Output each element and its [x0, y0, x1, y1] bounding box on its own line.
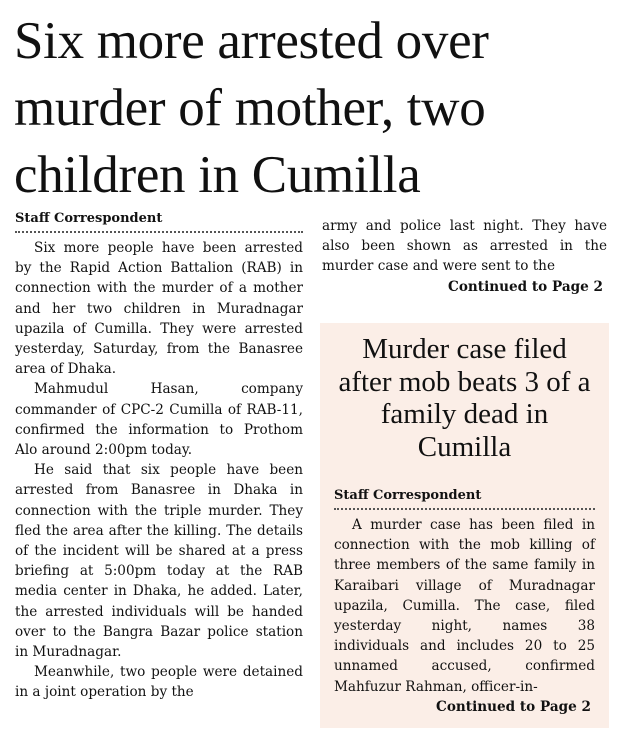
sidebar-continued-link[interactable]: Continued to Page 2: [436, 698, 591, 715]
sidebar-story-body: [334, 515, 595, 697]
main-byline: Staff Correspondent: [15, 210, 303, 233]
sidebar-byline: Staff Correspondent: [334, 487, 595, 510]
main-paragraph-2: Mahmudul Hasan, company commander of CPC-2 Cumilla of RAB-11, confirmed the information to Prothom Alo around 2:00pm today.: [15, 381, 303, 459]
main-story-body: [15, 238, 303, 703]
sidebar-paragraph: A murder case has been filed in connection with the mob killing of three members of the same family in Karaibari village of Muradnagar upazila, Cumilla. The case, filed yesterday night, names 38 individuals and includes 20 to 25 unnamed accused, confirmed Mahfuzur Rahman, officer-in-: [334, 517, 595, 695]
main-headline: Six more arrested over murder of mother, two children in Cumilla: [14, 12, 489, 204]
main-story-column: [15, 210, 303, 703]
main-continuation-text: army and police last night. They have also been shown as arrested in the murder case and were sent to the: [322, 218, 607, 275]
main-continued-link[interactable]: Continued to Page 2: [448, 278, 603, 295]
main-paragraph-1: Six more people have been arrested by the Rapid Action Battalion (RAB) in connection with the murder of a mother and her two children in Muradnagar upazila of Cumilla. They were arrested yesterday, Saturday, from the Banasree area of Dhaka.: [15, 240, 303, 378]
main-paragraph-3: He said that six people have been arrested from Banasree in Dhaka in connection with the triple murder. They fled the area after the killing. The details of the incident will be shared at a press briefing at 5:00pm today at the RAB media center in Dhaka, he added. Later, the arrested individuals will be handed over to the Bangra Bazar police station in Muradnagar.: [15, 462, 303, 661]
sidebar-headline: Murder case filed after mob beats 3 of a family dead in Cumilla: [338, 333, 591, 463]
main-story-continuation: [322, 216, 607, 297]
sidebar-story-box: [320, 323, 609, 728]
main-paragraph-4: Meanwhile, two people were detained in a joint operation by the: [15, 664, 303, 701]
